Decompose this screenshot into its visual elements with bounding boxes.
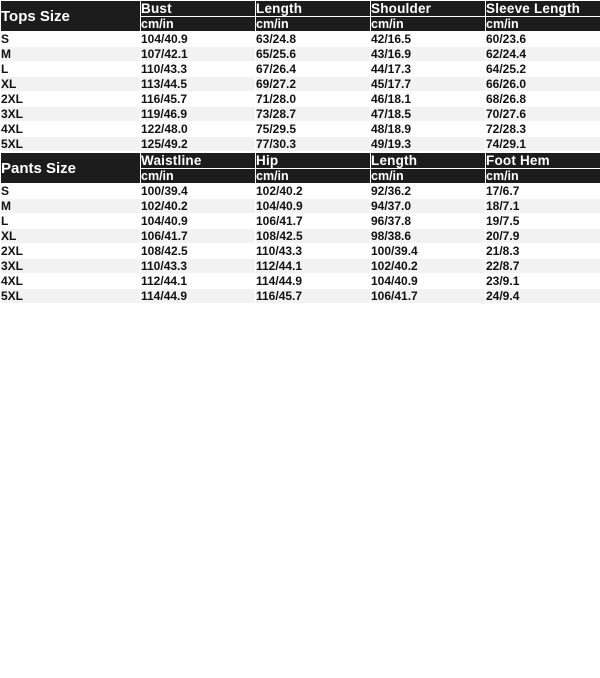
pants-cell-hip: 108/42.5 — [256, 229, 371, 244]
pants-row-size: S — [1, 184, 141, 199]
table-row — [1, 107, 600, 122]
table-row — [1, 32, 600, 47]
pants-cell-length: 104/40.9 — [371, 274, 486, 289]
tops-cell-sleeve-length: 72/28.3 — [486, 122, 600, 137]
tops-unit-length: cm/in — [256, 17, 371, 32]
tops-cell-bust: 116/45.7 — [141, 92, 256, 107]
tops-row-size: M — [1, 47, 141, 62]
pants-cell-foot-hem: 17/6.7 — [486, 184, 600, 199]
tops-cell-length: 77/30.3 — [256, 137, 371, 152]
pants-column-header-foot-hem: Foot Hem — [486, 153, 600, 169]
pants-row-size: 2XL — [1, 244, 141, 259]
tops-cell-shoulder: 43/16.9 — [371, 47, 486, 62]
tops-cell-sleeve-length: 68/26.8 — [486, 92, 600, 107]
tops-header-row — [1, 1, 600, 17]
pants-cell-hip: 116/45.7 — [256, 289, 371, 304]
pants-header-row — [1, 153, 600, 169]
table-row — [1, 214, 600, 229]
pants-cell-length: 102/40.2 — [371, 259, 486, 274]
pants-cell-length: 98/38.6 — [371, 229, 486, 244]
pants-row-size: 3XL — [1, 259, 141, 274]
pants-cell-waistline: 110/43.3 — [141, 259, 256, 274]
pants-row-size: 4XL — [1, 274, 141, 289]
tops-column-header-sleeve-length: Sleeve Length — [486, 1, 600, 17]
tops-cell-length: 73/28.7 — [256, 107, 371, 122]
pants-cell-foot-hem: 18/7.1 — [486, 199, 600, 214]
tops-cell-bust: 122/48.0 — [141, 122, 256, 137]
tops-unit-sleeve-length: cm/in — [486, 17, 600, 32]
pants-cell-waistline: 104/40.9 — [141, 214, 256, 229]
tops-cell-length: 75/29.5 — [256, 122, 371, 137]
tops-cell-length: 65/25.6 — [256, 47, 371, 62]
tops-row-size: 5XL — [1, 137, 141, 152]
tops-unit-shoulder: cm/in — [371, 17, 486, 32]
tops-cell-sleeve-length: 66/26.0 — [486, 77, 600, 92]
tops-cell-shoulder: 48/18.9 — [371, 122, 486, 137]
tops-corner-label: Tops Size — [1, 1, 141, 32]
pants-column-header-length: Length — [371, 153, 486, 169]
table-row — [1, 77, 600, 92]
bottom-spacer — [0, 304, 600, 318]
pants-row-size: L — [1, 214, 141, 229]
tops-cell-bust: 125/49.2 — [141, 137, 256, 152]
tops-cell-length: 69/27.2 — [256, 77, 371, 92]
table-row — [1, 244, 600, 259]
pants-cell-length: 96/37.8 — [371, 214, 486, 229]
tops-cell-sleeve-length: 70/27.6 — [486, 107, 600, 122]
tops-cell-sleeve-length: 74/29.1 — [486, 137, 600, 152]
pants-column-header-hip: Hip — [256, 153, 371, 169]
pants-cell-length: 92/36.2 — [371, 184, 486, 199]
pants-cell-hip: 110/43.3 — [256, 244, 371, 259]
pants-corner-label: Pants Size — [1, 153, 141, 184]
pants-size-table — [0, 152, 600, 304]
tops-column-header-shoulder: Shoulder — [371, 1, 486, 17]
pants-cell-waistline: 114/44.9 — [141, 289, 256, 304]
pants-cell-waistline: 106/41.7 — [141, 229, 256, 244]
table-row — [1, 199, 600, 214]
tops-cell-bust: 119/46.9 — [141, 107, 256, 122]
pants-cell-waistline: 100/39.4 — [141, 184, 256, 199]
tops-row-size: 3XL — [1, 107, 141, 122]
table-row — [1, 47, 600, 62]
tops-cell-shoulder: 49/19.3 — [371, 137, 486, 152]
tops-cell-bust: 104/40.9 — [141, 32, 256, 47]
pants-row-size: XL — [1, 229, 141, 244]
tops-row-size: 2XL — [1, 92, 141, 107]
tops-cell-shoulder: 42/16.5 — [371, 32, 486, 47]
tops-cell-shoulder: 45/17.7 — [371, 77, 486, 92]
tops-unit-bust: cm/in — [141, 17, 256, 32]
tops-cell-length: 71/28.0 — [256, 92, 371, 107]
tops-cell-length: 63/24.8 — [256, 32, 371, 47]
tops-cell-length: 67/26.4 — [256, 62, 371, 77]
table-row — [1, 259, 600, 274]
pants-unit-foot-hem: cm/in — [486, 169, 600, 184]
pants-row-size: 5XL — [1, 289, 141, 304]
tops-cell-shoulder: 47/18.5 — [371, 107, 486, 122]
table-row — [1, 122, 600, 137]
pants-cell-foot-hem: 21/8.3 — [486, 244, 600, 259]
pants-unit-hip: cm/in — [256, 169, 371, 184]
tops-cell-sleeve-length: 62/24.4 — [486, 47, 600, 62]
table-row — [1, 62, 600, 77]
pants-cell-length: 100/39.4 — [371, 244, 486, 259]
pants-column-header-waistline: Waistline — [141, 153, 256, 169]
pants-cell-waistline: 102/40.2 — [141, 199, 256, 214]
tops-cell-sleeve-length: 60/23.6 — [486, 32, 600, 47]
pants-cell-hip: 106/41.7 — [256, 214, 371, 229]
pants-cell-length: 106/41.7 — [371, 289, 486, 304]
tops-row-size: 4XL — [1, 122, 141, 137]
tops-cell-bust: 107/42.1 — [141, 47, 256, 62]
pants-cell-length: 94/37.0 — [371, 199, 486, 214]
pants-cell-hip: 112/44.1 — [256, 259, 371, 274]
pants-cell-waistline: 108/42.5 — [141, 244, 256, 259]
table-row — [1, 274, 600, 289]
pants-cell-waistline: 112/44.1 — [141, 274, 256, 289]
table-row — [1, 184, 600, 199]
tops-cell-sleeve-length: 64/25.2 — [486, 62, 600, 77]
tops-row-size: L — [1, 62, 141, 77]
tops-size-table — [0, 0, 600, 152]
pants-cell-hip: 114/44.9 — [256, 274, 371, 289]
pants-cell-hip: 102/40.2 — [256, 184, 371, 199]
tops-row-size: XL — [1, 77, 141, 92]
table-row — [1, 229, 600, 244]
tops-cell-shoulder: 44/17.3 — [371, 62, 486, 77]
tops-column-header-length: Length — [256, 1, 371, 17]
tops-cell-shoulder: 46/18.1 — [371, 92, 486, 107]
pants-cell-foot-hem: 22/8.7 — [486, 259, 600, 274]
pants-row-size: M — [1, 199, 141, 214]
tops-cell-bust: 113/44.5 — [141, 77, 256, 92]
pants-cell-foot-hem: 23/9.1 — [486, 274, 600, 289]
pants-unit-waistline: cm/in — [141, 169, 256, 184]
tops-cell-bust: 110/43.3 — [141, 62, 256, 77]
pants-cell-foot-hem: 19/7.5 — [486, 214, 600, 229]
tops-column-header-bust: Bust — [141, 1, 256, 17]
table-row — [1, 92, 600, 107]
pants-cell-hip: 104/40.9 — [256, 199, 371, 214]
pants-unit-length: cm/in — [371, 169, 486, 184]
tops-row-size: S — [1, 32, 141, 47]
pants-cell-foot-hem: 24/9.4 — [486, 289, 600, 304]
pants-cell-foot-hem: 20/7.9 — [486, 229, 600, 244]
table-row — [1, 289, 600, 304]
table-row — [1, 137, 600, 152]
